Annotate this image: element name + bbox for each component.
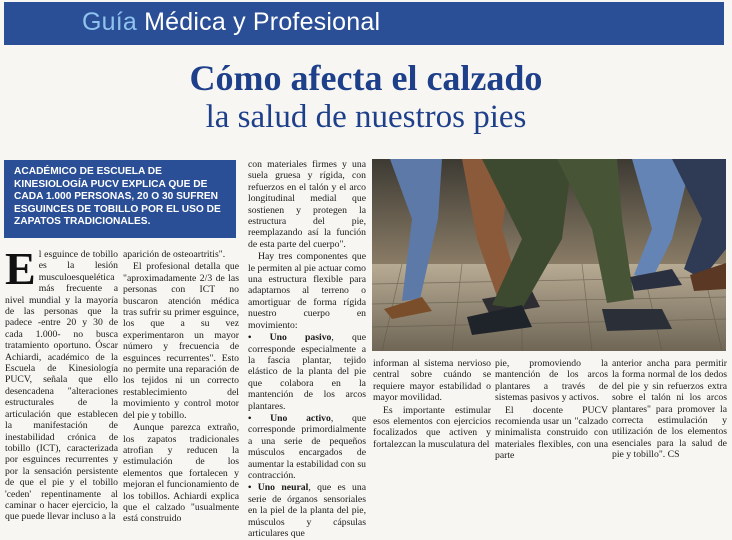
column-6-paragraph: anterior ancha para permitir la forma normal de los dedos del pie y sin refuerzos extra sobre el talón ni los arcos plantares" para promover la correcta estimulación y utilización de los elementos esenciales para la salud de pie y tobillo". CS bbox=[612, 358, 727, 461]
bullet-text-passive: , que corresponde especialmente a la fascia plantar, tejido elástico de la planta del pie que colabora en la mantención de los arcos plantares. bbox=[248, 332, 366, 412]
bullet-label-neural: • Uno neural bbox=[248, 482, 309, 494]
headline-line-2: la salud de nuestros pies bbox=[205, 99, 527, 135]
column-2-paragraph: Aunque parezca extraño, los zapatos tradicionales atrofian y reducen la estimulación de los elementos que fortalecen y mejoran el funcionamiento de los tobillos. Achiardi explica que el calzado "usualmente está construido bbox=[123, 422, 239, 525]
section-title: Guía Médica y Profesional bbox=[82, 8, 381, 36]
column-2-paragraph: El profesional detalla que "aproximadamente 2/3 de las personas con ICT no buscaron atención médica tras sufrir su primer esguince, los que a su vez experimentaron un mayor número y frecuencia de esguinces recurrentes". Esto no permite una reparación de los tejidos ni un correcto restablecimiento del movimiento y control motor del pie y tobillo. bbox=[123, 261, 239, 421]
column-5-paragraph: El docente PUCV recomienda usar un "calzado minimalista construido con materiales flexibles, con una parte bbox=[495, 404, 608, 462]
column-4-paragraph: informan al sistema nervioso central sobre cuándo se requiere mayor estabilidad o mayor movilidad. bbox=[373, 358, 491, 404]
drop-cap: E bbox=[5, 243, 36, 294]
bullet-text-active: , que corresponde primordialmente a una serie de pequeños músculos encargados de aumentar la estabilidad con su contracción. bbox=[248, 412, 366, 481]
photo-illustration bbox=[372, 159, 726, 351]
bullet-label-passive: • Uno pasivo bbox=[248, 332, 332, 344]
article-column-2 bbox=[123, 249, 239, 526]
article-column-3 bbox=[248, 159, 366, 540]
headline-line-1: Cómo afecta el calzado bbox=[189, 58, 543, 98]
article-column-5 bbox=[495, 358, 608, 463]
walking-feet-photo bbox=[372, 159, 726, 351]
article-column-6 bbox=[612, 358, 727, 462]
section-title-accent: Guía bbox=[82, 8, 137, 36]
lead-box bbox=[4, 160, 236, 238]
bullet-text-neural: , que es una serie de órganos sensoriales en la piel de la planta del pie, músculos y cápsulas articulares que bbox=[248, 482, 367, 539]
section-banner bbox=[4, 2, 724, 45]
column-4-paragraph: Es importante estimular esos elementos con ejercicios focalizados que activen y fortalezcan la musculatura del bbox=[373, 404, 491, 450]
column-3-paragraph: Hay tres componentes que le permiten al pie actuar como una estructura flexible para adaptarnos al terreno o amortiguar de forma rígida nuestro cuerpo en movimiento: bbox=[248, 251, 366, 331]
bullet-label-active: • Uno activo bbox=[248, 412, 331, 424]
column-5-paragraph: pie, promoviendo la mantención de los arcos plantares a través de sistemas pasivos y activos. bbox=[495, 358, 608, 404]
column-1-text: l esguince de tobillo es la lesión musculoesquelética más frecuente a nivel mundial y la mayoría de las personas que la padece -entre 20 y 30 de cada 1.000- no busca tratamiento oportuno. Óscar Achiardi, académico de la Escuela de Kinesiología PUCV, señala que ello desencadena "alteraciones estructurales de la articulación que establecen la manifestación de inestabilidad crónica de tobillo (ICT), caracterizada por esguinces recurrentes y por la sensación persistente de que el pie y el tobillo 'ceden' repentinamente al caminar o hacer ejercicio, la que puede llevar incluso a la bbox=[5, 249, 118, 523]
article-column-4 bbox=[373, 358, 491, 451]
lead-text: ACADÉMICO DE ESCUELA DE KINESIOLOGÍA PUCV EXPLICA QUE DE CADA 1.000 PERSONAS, 20 O 30 SUFREN ESGUINCES DE TOBILLO POR EL USO DE ZAPATOS TRADICIONALES. bbox=[14, 166, 221, 228]
article-column-1 bbox=[5, 243, 118, 523]
column-3-paragraph: con materiales firmes y una suela gruesa y rígida, con refuerzos en el talón y el arco longitudinal medial que sostienen y protegen la estructura del pie, reemplazando así la función de esta parte del cuerpo". bbox=[248, 159, 366, 250]
column-2-paragraph: aparición de osteoartritis". bbox=[123, 249, 226, 260]
